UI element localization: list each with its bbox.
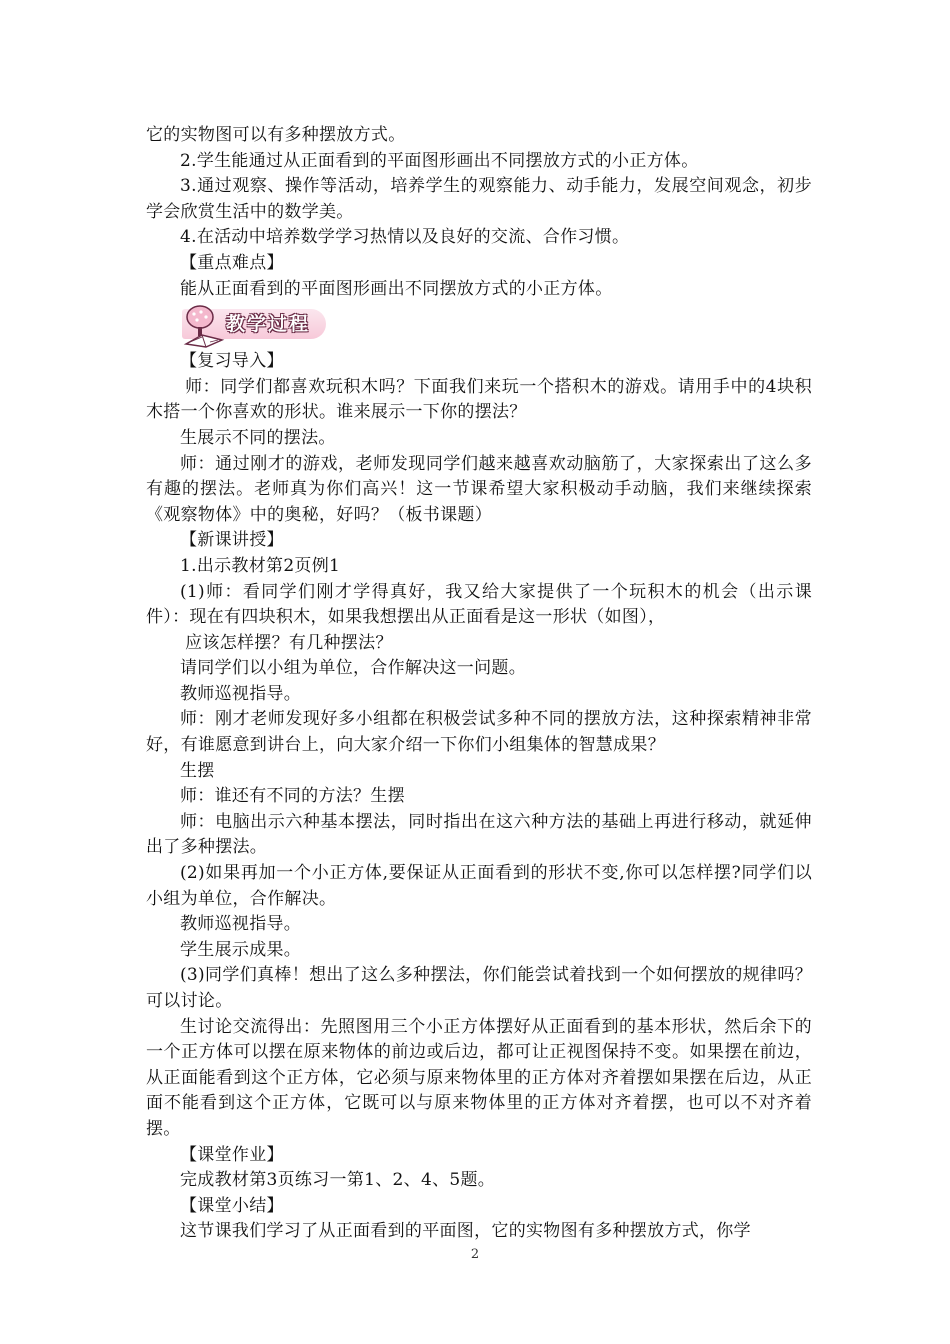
new-lesson-paragraph-8: 师：谁还有不同的方法？生摆 (180, 786, 405, 807)
review-paragraph-3: 师：通过刚才的游戏，老师发现同学们越来越喜欢动脑筋了，大家探索出了这么多有趣的摆法。老师真为你们高兴！这一节课希望大家积极动手动脑，我们来继续探索《观察物体》中的奥秘，好吗？（板书课题） (146, 453, 812, 525)
new-lesson-paragraph-14: 生讨论交流得出：先照图用三个小正方体摆好从正面看到的基本形状，然后余下的一个正方体可以摆在原来物体的前边或后边，都可让正视图保持不变。如果摆在前边，从正面能看到这个正方体，它必须与原来物体里的正方体对齐着摆如果摆在后边，从正面不能看到这个正方体，它既可以与原来物体里的正方体对齐着摆，也可以不对齐着摆。 (146, 1016, 812, 1139)
review-paragraph-2: 生展示不同的摆法。 (180, 427, 336, 448)
new-lesson-paragraph-2: (1)师：看同学们刚才学得真好，我又给大家提供了一个玩积木的机会（出示课件）：现在有四块积木，如果我想摆出从正面看是这一形状（如图）， (146, 581, 812, 628)
key-points-heading: 【重点难点】 (180, 252, 284, 273)
new-lesson-paragraph-4: 请同学们以小组为单位，合作解决这一问题。 (180, 658, 526, 679)
homework-text: 完成教材第3页练习一第1、2、4、5题。 (180, 1170, 496, 1191)
new-lesson-paragraph-12: 学生展示成果。 (180, 939, 302, 960)
review-paragraph-1: 师：同学们都喜欢玩积木吗？下面我们来玩一个搭积木的游戏。请用手中的4块积木搭一个你喜欢的形状。谁来展示一下你的摆法？ (146, 376, 812, 423)
key-points-text: 能从正面看到的平面图形画出不同摆放方式的小正方体。 (180, 278, 613, 299)
goal-4: 4.在活动中培养数学学习热情以及良好的交流、合作习惯。 (180, 227, 630, 248)
new-lesson-paragraph-7: 生摆 (180, 760, 215, 781)
lamp-book-icon (180, 304, 226, 348)
summary-text: 这节课我们学习了从正面看到的平面图，它的实物图有多种摆放方式，你学 (180, 1221, 751, 1242)
goal-2: 2.学生能通过从正面看到的平面图形画出不同摆放方式的小正方体。 (180, 150, 699, 171)
teaching-process-banner (146, 303, 812, 349)
new-lesson-paragraph-13: (3)同学们真棒！想出了这么多种摆法，你们能尝试着找到一个如何摆放的规律吗？可以讨论。 (146, 965, 812, 1011)
homework-heading: 【课堂作业】 (180, 1144, 284, 1165)
new-lesson-paragraph-6: 师：刚才老师发现好多小组都在积极尝试多种不同的摆放方法，这种探索精神非常好，有谁愿意到讲台上，向大家介绍一下你们小组集体的智慧成果？ (146, 709, 812, 756)
new-lesson-paragraph-1: 1.出示教材第2页例1 (180, 555, 341, 576)
new-lesson-paragraph-10: (2)如果再加一个小正方体,要保证从正面看到的形状不变,你可以怎样摆?同学们以小组为单位，合作解决。 (146, 863, 812, 909)
summary-heading: 【课堂小结】 (180, 1195, 284, 1216)
new-lesson-paragraph-3: 应该怎样摆？有几种摆法？ (185, 632, 393, 653)
new-lesson-paragraph-9: 师：电脑出示六种基本摆法，同时指出在这六种方法的基础上再进行移动，就延伸出了多种摆法。 (146, 811, 812, 858)
goal-continuation: 它的实物图可以有多种摆放方式。 (146, 125, 406, 145)
review-heading: 【复习导入】 (180, 351, 284, 372)
new-lesson-paragraph-5: 教师巡视指导。 (180, 683, 302, 704)
banner-title: 教学过程 (226, 313, 311, 336)
new-lesson-heading: 【新课讲授】 (180, 530, 284, 551)
new-lesson-paragraph-11: 教师巡视指导。 (180, 914, 302, 935)
document-body (146, 123, 812, 1245)
page-number: 2 (470, 1247, 480, 1262)
goal-3: 3.通过观察、操作等活动，培养学生的观察能力、动手能力，发展空间观念，初步学会欣赏生活中的数学美。 (146, 176, 812, 222)
